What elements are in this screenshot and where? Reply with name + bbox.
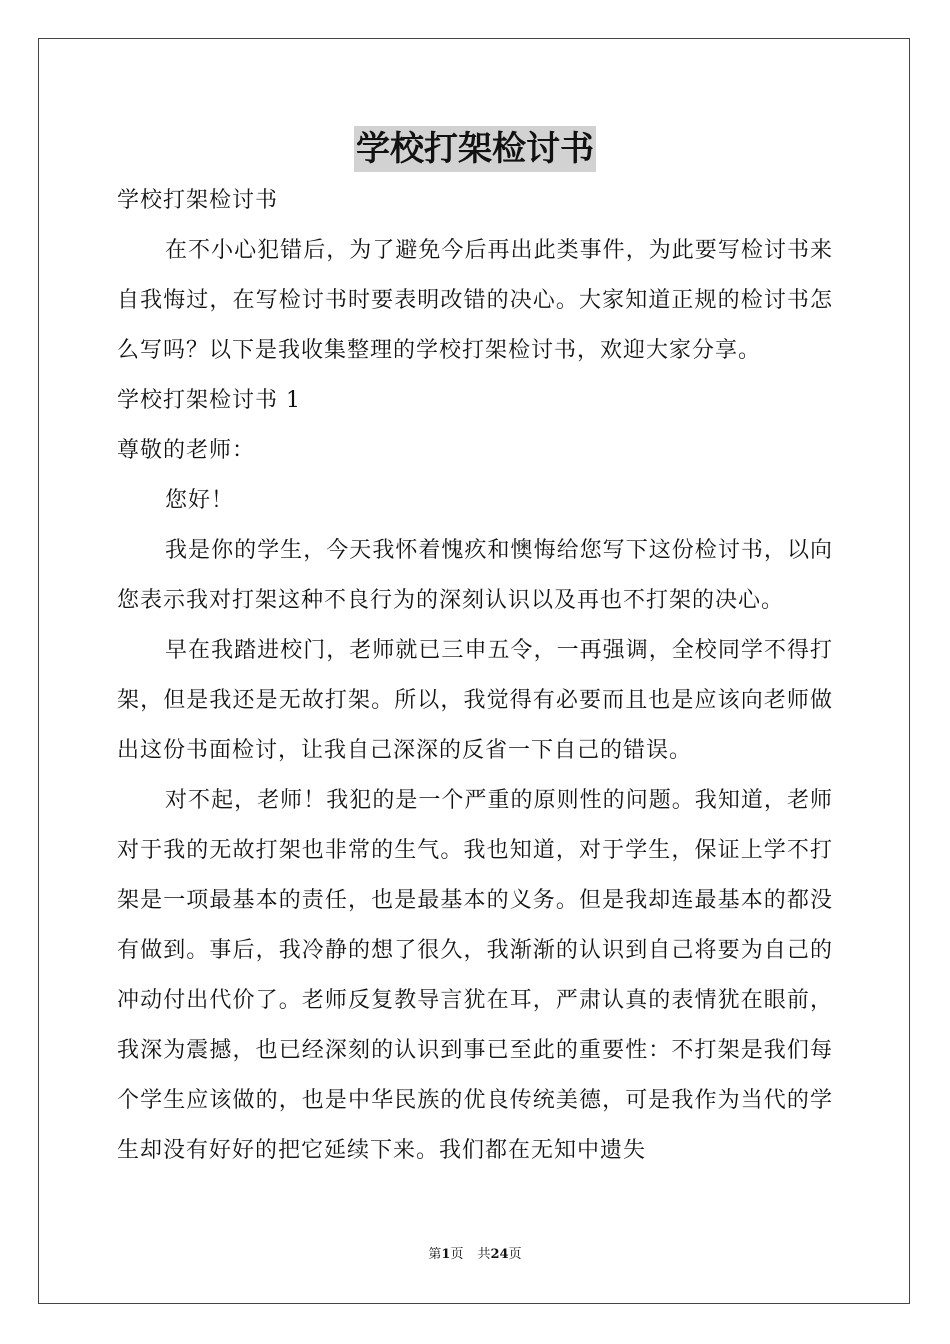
footer-total-suffix: 页 [508, 1247, 522, 1262]
paragraph: 我是你的学生，今天我怀着愧疚和懊悔给您写下这份检讨书，以向您表示我对打架这种不良行为的深刻认识以及再也不打架的决心。 [117, 538, 833, 613]
paragraph: 对不起，老师！我犯的是一个严重的原则性的问题。我知道，老师对于我的无故打架也非常的生气。我也知道，对于学生，保证上学不打架是一项最基本的责任，也是最基本的义务。但是我却连最基本的都没有做到。事后，我冷静的想了很久，我渐渐的认识到自己将要为自己的冲动付出代价了。老师反复教导言犹在耳，严肃认真的表情犹在眼前，我深为震撼，也已经深刻的认识到事已至此的重要性：不打架是我们每个学生应该做的，也是中华民族的优良传统美德，可是我作为当代的学生却没有好好的把它延续下来。我们都在无知中遗失 [117, 788, 833, 1163]
footer-page-number: 1 [441, 1247, 451, 1262]
paragraph: 您好！ [165, 488, 235, 513]
paragraph: 学校打架检讨书 1 [117, 388, 301, 413]
footer-page-suffix: 页 [450, 1247, 464, 1262]
page-footer [0, 1246, 950, 1264]
title-area [0, 126, 950, 172]
paragraph: 学校打架检讨书 [117, 188, 279, 213]
footer-total-pages: 24 [490, 1247, 509, 1262]
document-title: 学校打架检讨书 [354, 126, 596, 172]
document-body [117, 176, 833, 1176]
paragraph: 在不小心犯错后，为了避免今后再出此类事件，为此要写检讨书来自我悔过，在写检讨书时要表明改错的决心。大家知道正规的检讨书怎么写吗？以下是我收集整理的学校打架检讨书，欢迎大家分享。 [117, 238, 833, 363]
paragraph: 早在我踏进校门，老师就已三申五令，一再强调，全校同学不得打架，但是我还是无故打架。所以，我觉得有必要而且也是应该向老师做出这份书面检讨，让我自己深深的反省一下自己的错误。 [117, 638, 833, 763]
paragraph: 尊敬的老师： [117, 438, 256, 463]
footer-total-prefix: 共 [477, 1247, 491, 1262]
footer-page-prefix: 第 [428, 1247, 442, 1262]
